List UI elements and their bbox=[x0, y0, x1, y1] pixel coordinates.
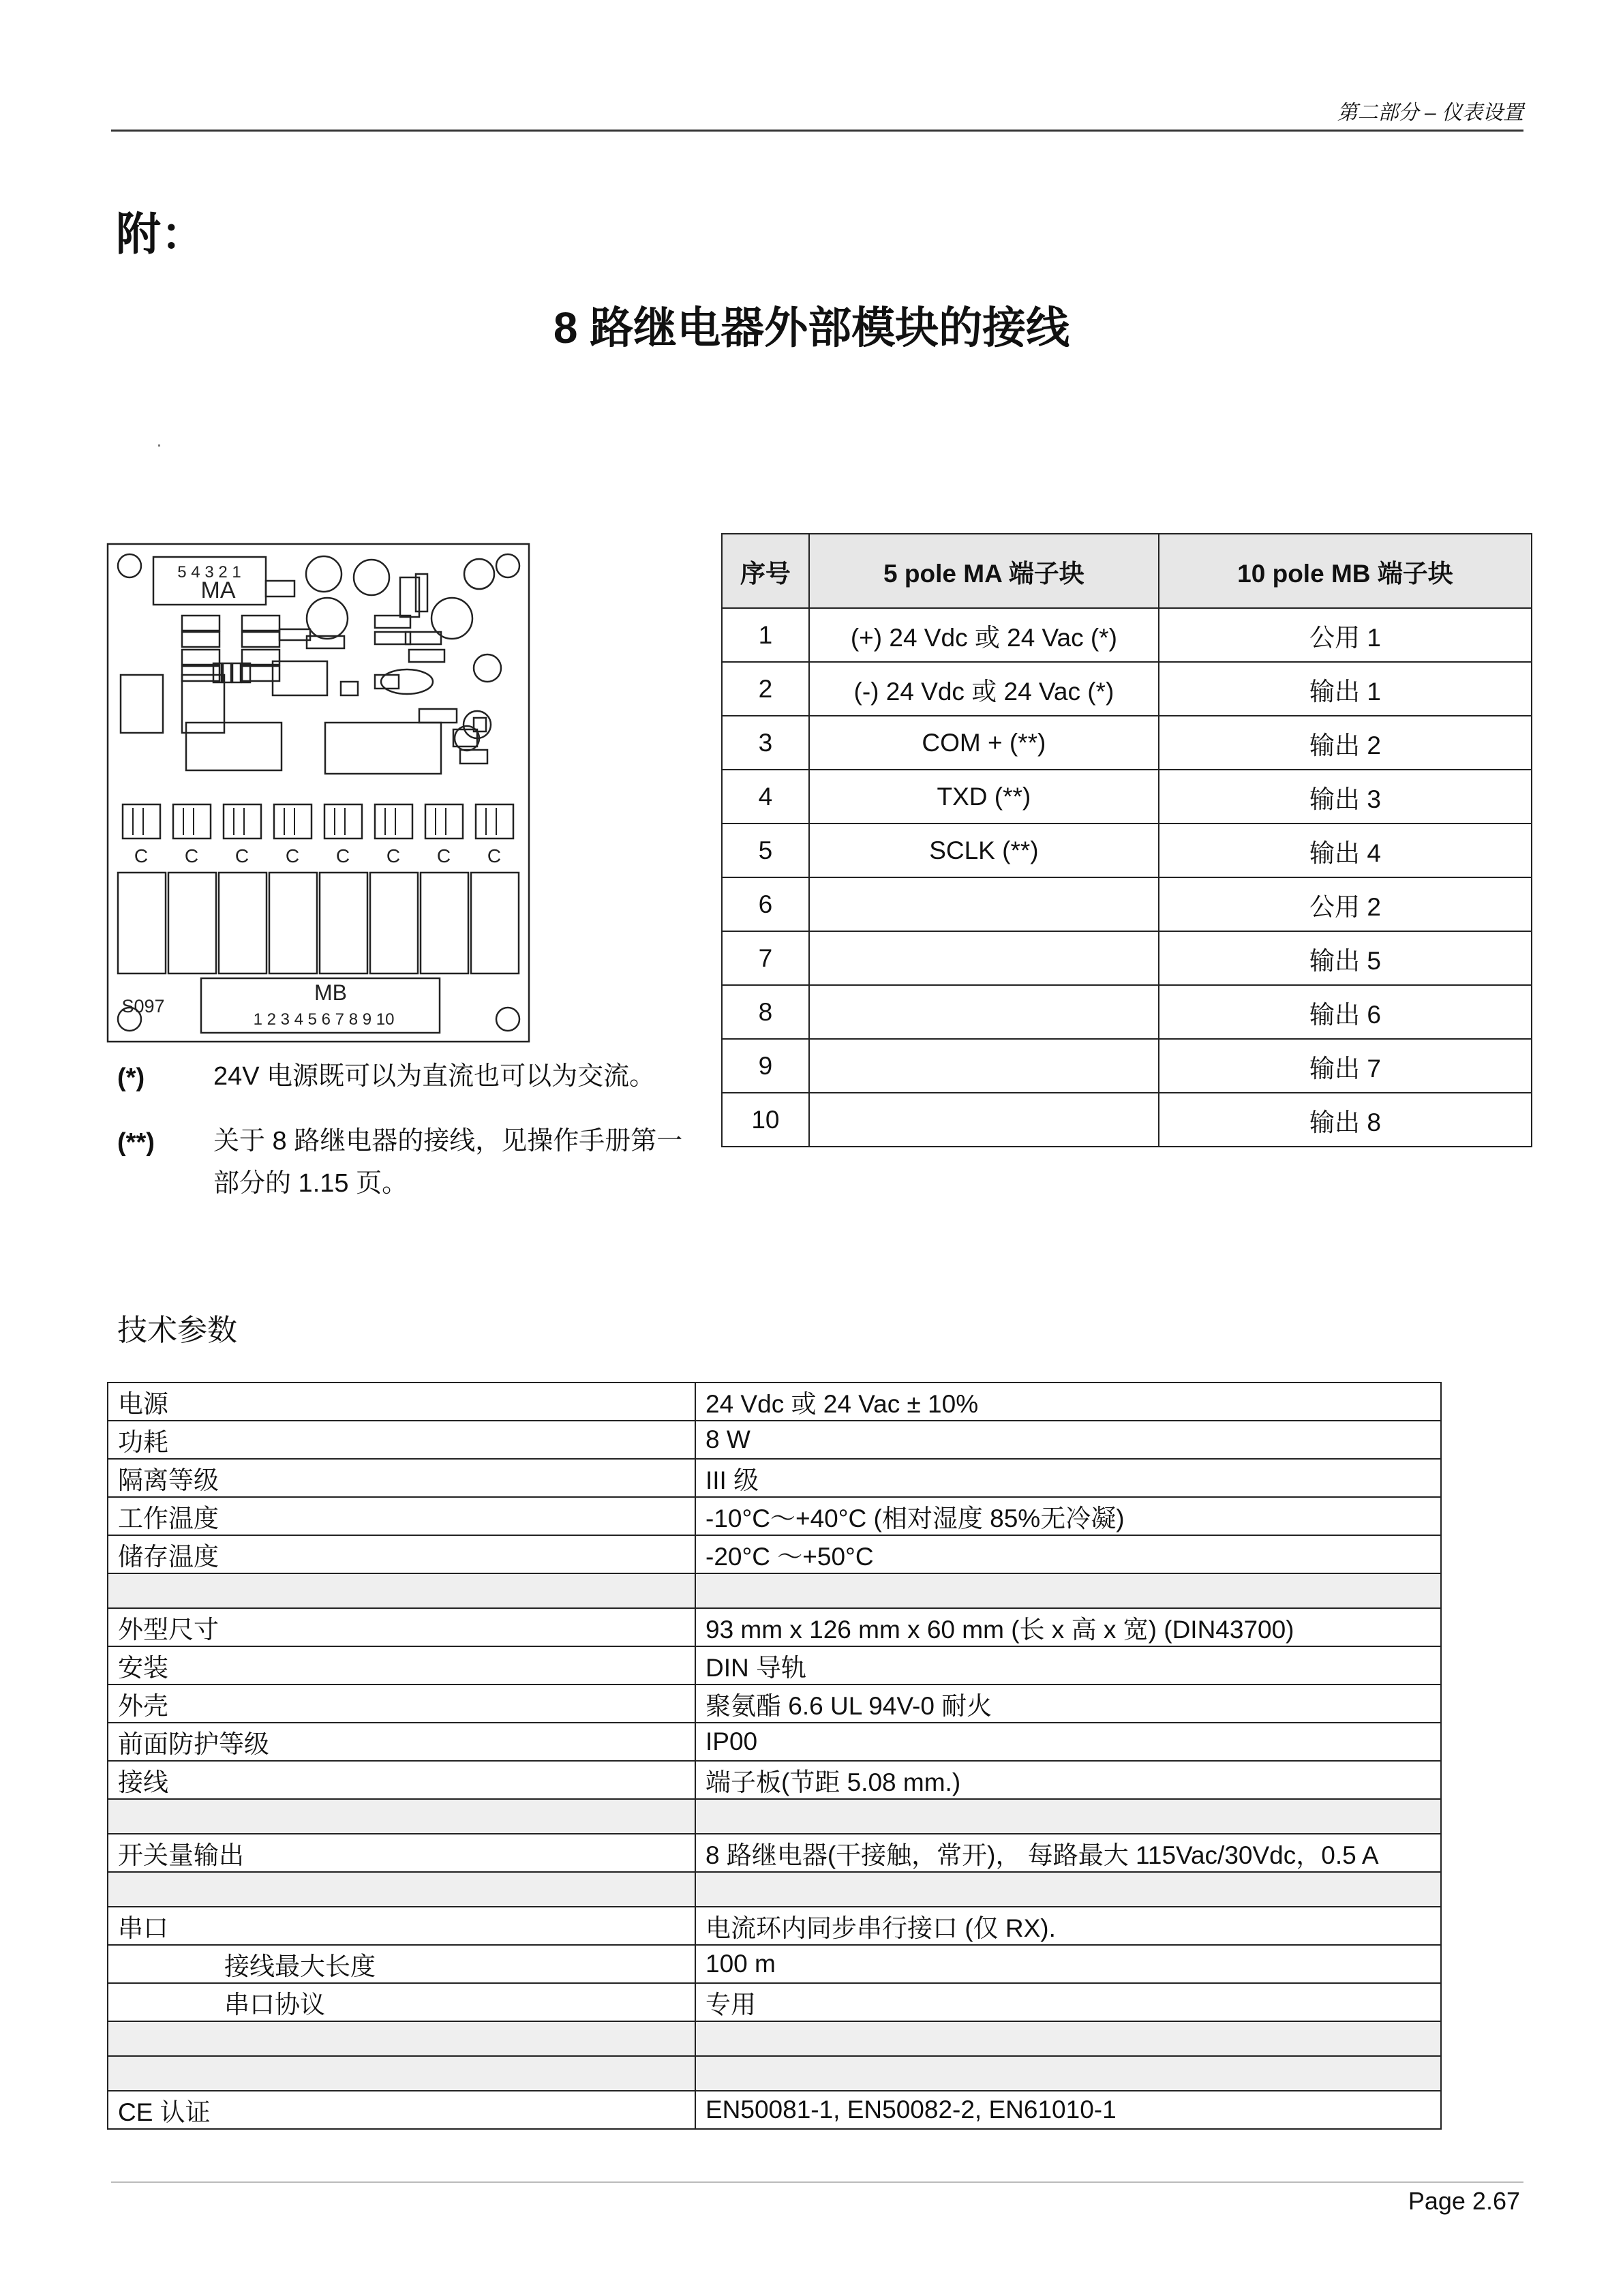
note-2-mark: (**) bbox=[117, 1128, 155, 1157]
relay-8 bbox=[471, 873, 519, 973]
mount-hole-tl bbox=[118, 554, 141, 577]
table-row bbox=[722, 770, 1532, 824]
relay-mark-8: C bbox=[487, 845, 502, 866]
stray-dot bbox=[158, 444, 160, 447]
cell-mb: 输出 4 bbox=[1159, 824, 1532, 877]
cell-ma: COM + (**) bbox=[809, 716, 1159, 770]
spec-key: 串口 bbox=[108, 1907, 695, 1945]
spec-value: 100 m bbox=[695, 1945, 1441, 1983]
table-row bbox=[722, 824, 1532, 877]
spec-row-blank bbox=[108, 2056, 1441, 2091]
relay-mark-3: C bbox=[234, 845, 249, 866]
cell-mb: 输出 8 bbox=[1159, 1093, 1532, 1147]
spec-row bbox=[108, 1723, 1441, 1761]
cell-mb: 输出 7 bbox=[1159, 1039, 1532, 1093]
spec-value: 24 Vdc 或 24 Vac ± 10% bbox=[695, 1383, 1441, 1421]
relay-7 bbox=[421, 873, 468, 973]
board-outline bbox=[108, 544, 529, 1042]
spec-row-blank bbox=[108, 1573, 1441, 1608]
spec-key: 接线 bbox=[108, 1761, 695, 1799]
spec-key bbox=[108, 1573, 695, 1608]
spec-value: DIN 导轨 bbox=[695, 1646, 1441, 1685]
note-2-text: 关于 8 路继电器的接线，见操作手册第一部分的 1.15 页。 bbox=[213, 1127, 683, 1198]
spec-key: 功耗 bbox=[108, 1421, 695, 1459]
cell-mb: 输出 1 bbox=[1159, 662, 1532, 716]
cell-no: 1 bbox=[722, 608, 809, 662]
spec-key bbox=[108, 2056, 695, 2091]
cell-mb: 输出 6 bbox=[1159, 985, 1532, 1039]
cell-no: 8 bbox=[722, 985, 809, 1039]
spec-key: 串口协议 bbox=[108, 1983, 695, 2021]
tech-spec-table bbox=[107, 1382, 1442, 2130]
header-divider bbox=[111, 130, 1523, 132]
spec-value bbox=[695, 1573, 1441, 1608]
note-1-mark: (*) bbox=[117, 1063, 145, 1092]
spec-row-blank bbox=[108, 2021, 1441, 2056]
spec-row bbox=[108, 2091, 1441, 2129]
cell-no: 2 bbox=[722, 662, 809, 716]
spec-row bbox=[108, 1834, 1441, 1872]
spec-value: 端子板(节距 5.08 mm.) bbox=[695, 1761, 1441, 1799]
cell-no: 7 bbox=[722, 931, 809, 985]
spec-key: 接线最大长度 bbox=[108, 1945, 695, 1983]
cell-mb: 公用 1 bbox=[1159, 608, 1532, 662]
cell-no: 3 bbox=[722, 716, 809, 770]
cell-ma bbox=[809, 1039, 1159, 1093]
mount-hole-br bbox=[496, 1008, 519, 1031]
spec-row bbox=[108, 1535, 1441, 1573]
spec-value: 93 mm x 126 mm x 60 mm (长 x 高 x 宽) (DIN43700) bbox=[695, 1608, 1441, 1646]
spec-value bbox=[695, 2021, 1441, 2056]
spec-value: EN50081-1, EN50082-2, EN61010-1 bbox=[695, 2091, 1441, 2129]
relay-mark-4: C bbox=[285, 845, 300, 866]
col-header-no: 序号 bbox=[722, 534, 809, 608]
spec-value: 聚氨酯 6.6 UL 94V-0 耐火 bbox=[695, 1685, 1441, 1723]
table-row bbox=[722, 877, 1532, 931]
cell-ma: (+) 24 Vdc 或 24 Vac (*) bbox=[809, 608, 1159, 662]
spec-value: III 级 bbox=[695, 1459, 1441, 1497]
spec-key bbox=[108, 1799, 695, 1834]
spec-row bbox=[108, 1761, 1441, 1799]
note-1-text: 24V 电源既可以为直流也可以为交流。 bbox=[213, 1062, 656, 1091]
table-row bbox=[722, 931, 1532, 985]
spec-value bbox=[695, 1799, 1441, 1834]
spec-key: 电源 bbox=[108, 1383, 695, 1421]
board-model: S097 bbox=[121, 996, 165, 1016]
spec-row bbox=[108, 1608, 1441, 1646]
footer-divider bbox=[111, 2181, 1523, 2183]
appendix-label: 附： bbox=[116, 209, 206, 259]
mount-hole-tr bbox=[496, 554, 519, 577]
relay-5 bbox=[320, 873, 367, 973]
spec-row bbox=[108, 1421, 1441, 1459]
spec-key: 外型尺寸 bbox=[108, 1608, 695, 1646]
cell-no: 10 bbox=[722, 1093, 809, 1147]
spec-value: -20°C ～+50°C bbox=[695, 1535, 1441, 1573]
spec-row bbox=[108, 1983, 1441, 2021]
spec-value: 专用 bbox=[695, 1983, 1441, 2021]
relay-mark-7: C bbox=[436, 845, 451, 866]
spec-value: 8 W bbox=[695, 1421, 1441, 1459]
relay-1 bbox=[118, 873, 166, 973]
page-title: 8 路继电器外部模块的接线 bbox=[553, 303, 1070, 352]
cell-no: 9 bbox=[722, 1039, 809, 1093]
spec-key: 外壳 bbox=[108, 1685, 695, 1723]
col-header-ma: 5 pole MA 端子块 bbox=[809, 534, 1159, 608]
spec-key: 前面防护等级 bbox=[108, 1723, 695, 1761]
spec-key: 安装 bbox=[108, 1646, 695, 1685]
spec-value: 电流环内同步串行接口 (仅 RX). bbox=[695, 1907, 1441, 1945]
relay-mark-5: C bbox=[335, 845, 350, 866]
relay-4 bbox=[269, 873, 317, 973]
cell-ma: TXD (**) bbox=[809, 770, 1159, 824]
spec-key: CE 认证 bbox=[108, 2091, 695, 2129]
relay-2 bbox=[168, 873, 216, 973]
cell-ma bbox=[809, 877, 1159, 931]
mb-label: MB bbox=[314, 980, 347, 1005]
terminal-table-header bbox=[722, 534, 1532, 608]
relay-6 bbox=[370, 873, 418, 973]
spec-key: 储存温度 bbox=[108, 1535, 695, 1573]
spec-row bbox=[108, 1383, 1441, 1421]
spec-row-blank bbox=[108, 1872, 1441, 1907]
mb-pin-labels: 1 2 3 4 5 6 7 8 9 10 bbox=[253, 1010, 395, 1029]
page-number: Page 2.67 bbox=[1408, 2187, 1520, 2215]
spec-value: 8 路继电器(干接触，常开)， 每路最大 115Vac/30Vdc，0.5 A bbox=[695, 1834, 1441, 1872]
terminal-table bbox=[721, 533, 1532, 1147]
spec-row bbox=[108, 1459, 1441, 1497]
spec-value bbox=[695, 2056, 1441, 2091]
table-row bbox=[722, 1093, 1532, 1147]
spec-value bbox=[695, 1872, 1441, 1907]
col-header-mb: 10 pole MB 端子块 bbox=[1159, 534, 1532, 608]
cell-no: 5 bbox=[722, 824, 809, 877]
spec-value: -10°C～+40°C (相对湿度 85%无冷凝) bbox=[695, 1497, 1441, 1535]
table-row bbox=[722, 985, 1532, 1039]
spec-row bbox=[108, 1945, 1441, 1983]
relay-board-diagram bbox=[106, 542, 532, 1045]
spec-key: 开关量输出 bbox=[108, 1834, 695, 1872]
spec-value: IP00 bbox=[695, 1723, 1441, 1761]
spec-row bbox=[108, 1497, 1441, 1535]
table-row bbox=[722, 1039, 1532, 1093]
spec-row bbox=[108, 1685, 1441, 1723]
spec-row bbox=[108, 1907, 1441, 1945]
cell-ma bbox=[809, 1093, 1159, 1147]
table-row bbox=[722, 662, 1532, 716]
spec-row-blank bbox=[108, 1799, 1441, 1834]
page-header: 第二部分 – 仪表设置 bbox=[1337, 102, 1523, 124]
spec-row bbox=[108, 1646, 1441, 1685]
relay-3 bbox=[219, 873, 267, 973]
cell-ma: SCLK (**) bbox=[809, 824, 1159, 877]
cell-ma bbox=[809, 931, 1159, 985]
spec-key: 隔离等级 bbox=[108, 1459, 695, 1497]
cell-mb: 公用 2 bbox=[1159, 877, 1532, 931]
table-row bbox=[722, 608, 1532, 662]
spec-key bbox=[108, 1872, 695, 1907]
cell-ma: (-) 24 Vdc 或 24 Vac (*) bbox=[809, 662, 1159, 716]
table-row bbox=[722, 716, 1532, 770]
cell-ma bbox=[809, 985, 1159, 1039]
spec-key bbox=[108, 2021, 695, 2056]
ma-pin-labels: 5 4 3 2 1 bbox=[177, 563, 241, 581]
cell-no: 6 bbox=[722, 877, 809, 931]
tech-section-title: 技术参数 bbox=[117, 1314, 237, 1347]
relay-mark-1: C bbox=[134, 845, 149, 866]
relay-mark-2: C bbox=[184, 845, 199, 866]
cell-no: 4 bbox=[722, 770, 809, 824]
relay-mark-6: C bbox=[386, 845, 401, 866]
ma-label: MA bbox=[200, 577, 236, 603]
spec-key: 工作温度 bbox=[108, 1497, 695, 1535]
cell-mb: 输出 2 bbox=[1159, 716, 1532, 770]
cell-mb: 输出 3 bbox=[1159, 770, 1532, 824]
cell-mb: 输出 5 bbox=[1159, 931, 1532, 985]
